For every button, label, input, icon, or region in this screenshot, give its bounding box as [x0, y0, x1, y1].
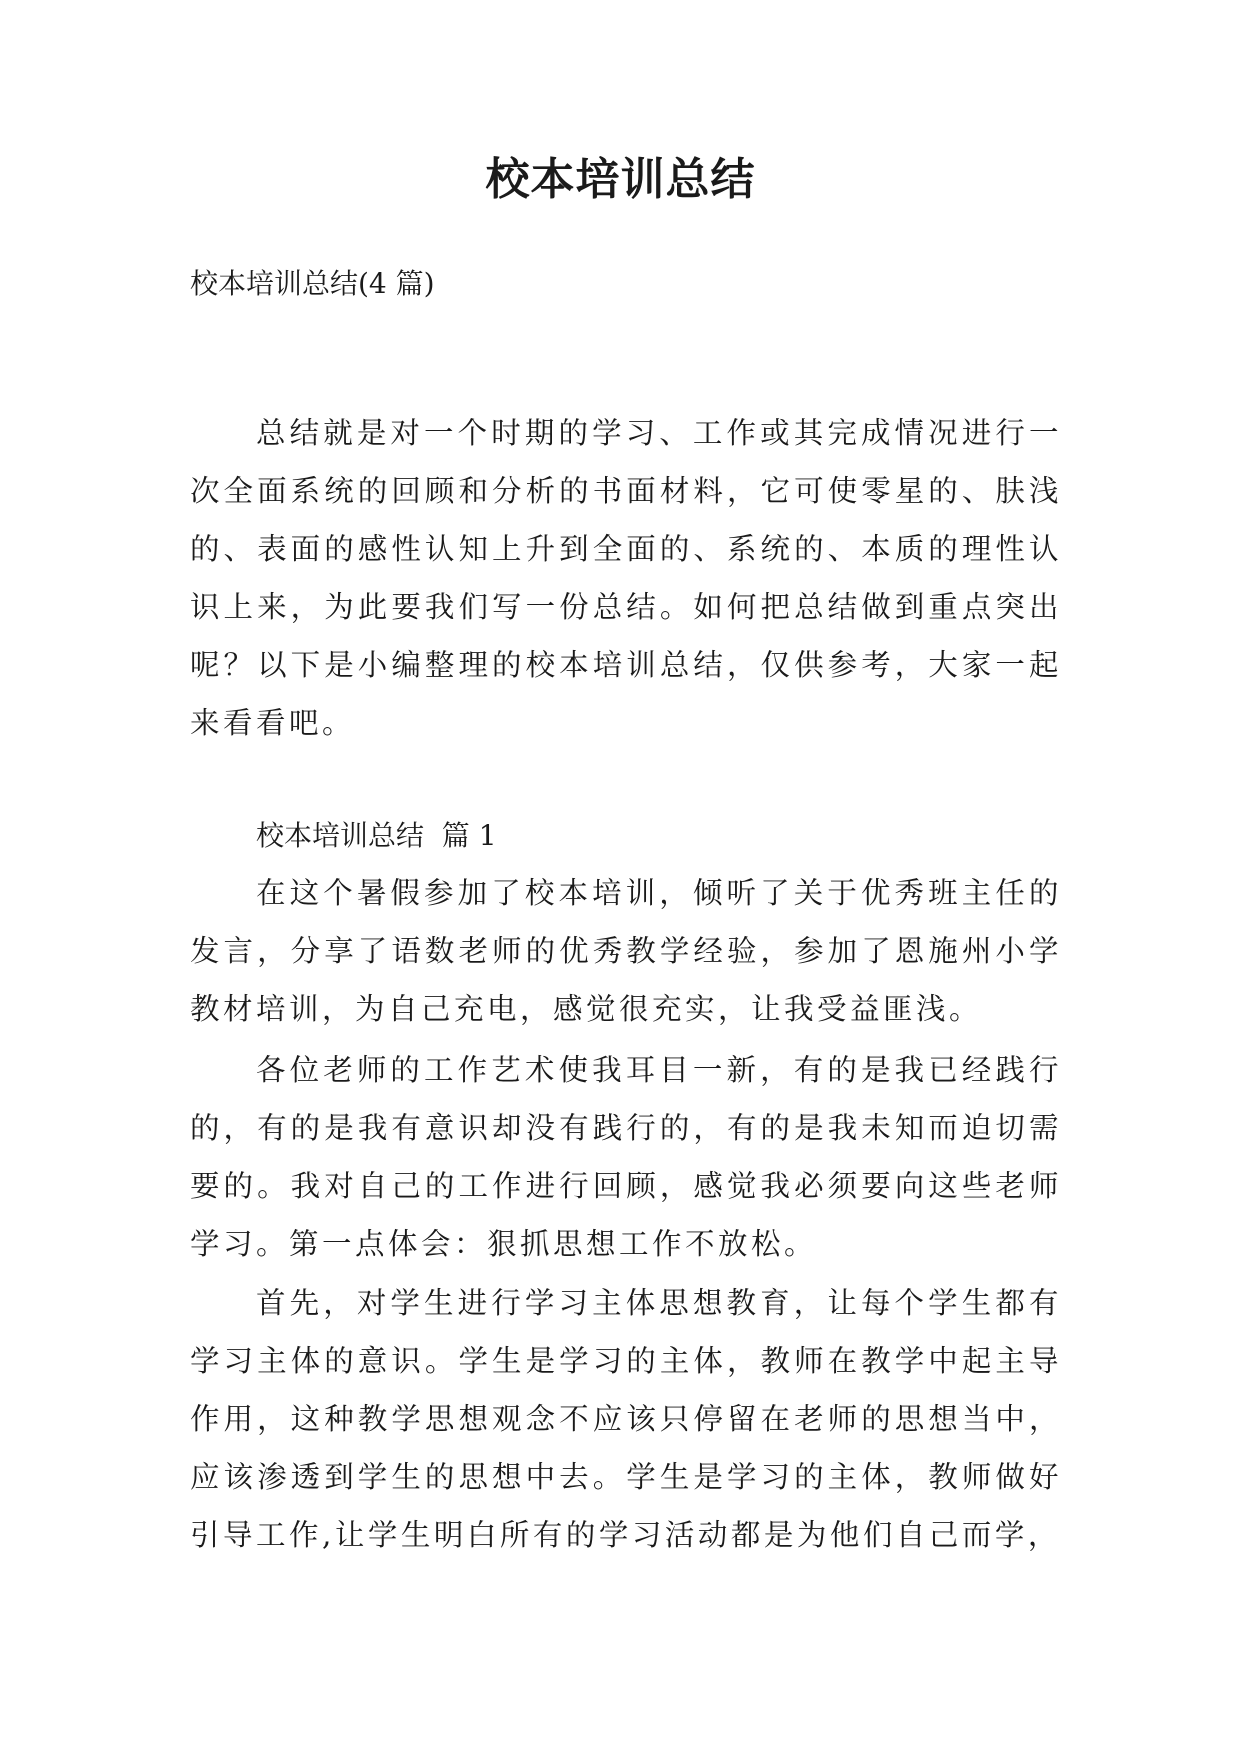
- document-subtitle: 校本培训总结(4 篇): [190, 267, 435, 300]
- body-paragraph-1: 在这个暑假参加了校本培训，倾听了关于优秀班主任的发言，分享了语数老师的优秀教学经验，参加了恩施州小学教材培训，为自己充电，感觉很充实，让我受益匪浅。: [190, 876, 1062, 1026]
- section-heading: 校本培训总结 篇 1: [256, 819, 497, 852]
- intro-paragraph: 总结就是对一个时期的学习、工作或其完成情况进行一次全面系统的回顾和分析的书面材料，它可使零星的、肤浅的、表面的感性认知上升到全面的、系统的、本质的理性认识上来，为此要我们写一份总结。如何把总结做到重点突出呢？以下是小编整理的校本培训总结，仅供参考，大家一起来看看吧。: [190, 416, 1062, 740]
- document-title: 校本培训总结: [485, 154, 756, 205]
- body-paragraph-3: 首先，对学生进行学习主体思想教育，让每个学生都有学习主体的意识。学生是学习的主体，教师在教学中起主导作用，这种教学思想观念不应该只停留在老师的思想当中，应该渗透到学生的思想中去。学生是学习的主体，教师做好引导工作,让学生明白所有的学习活动都是为他们自己而学，: [190, 1286, 1062, 1552]
- body-paragraph-2: 各位老师的工作艺术使我耳目一新，有的是我已经践行的，有的是我有意识却没有践行的，有的是我未知而迫切需要的。我对自己的工作进行回顾，感觉我必须要向这些老师学习。第一点体会：狠抓思想工作不放松。: [190, 1053, 1062, 1261]
